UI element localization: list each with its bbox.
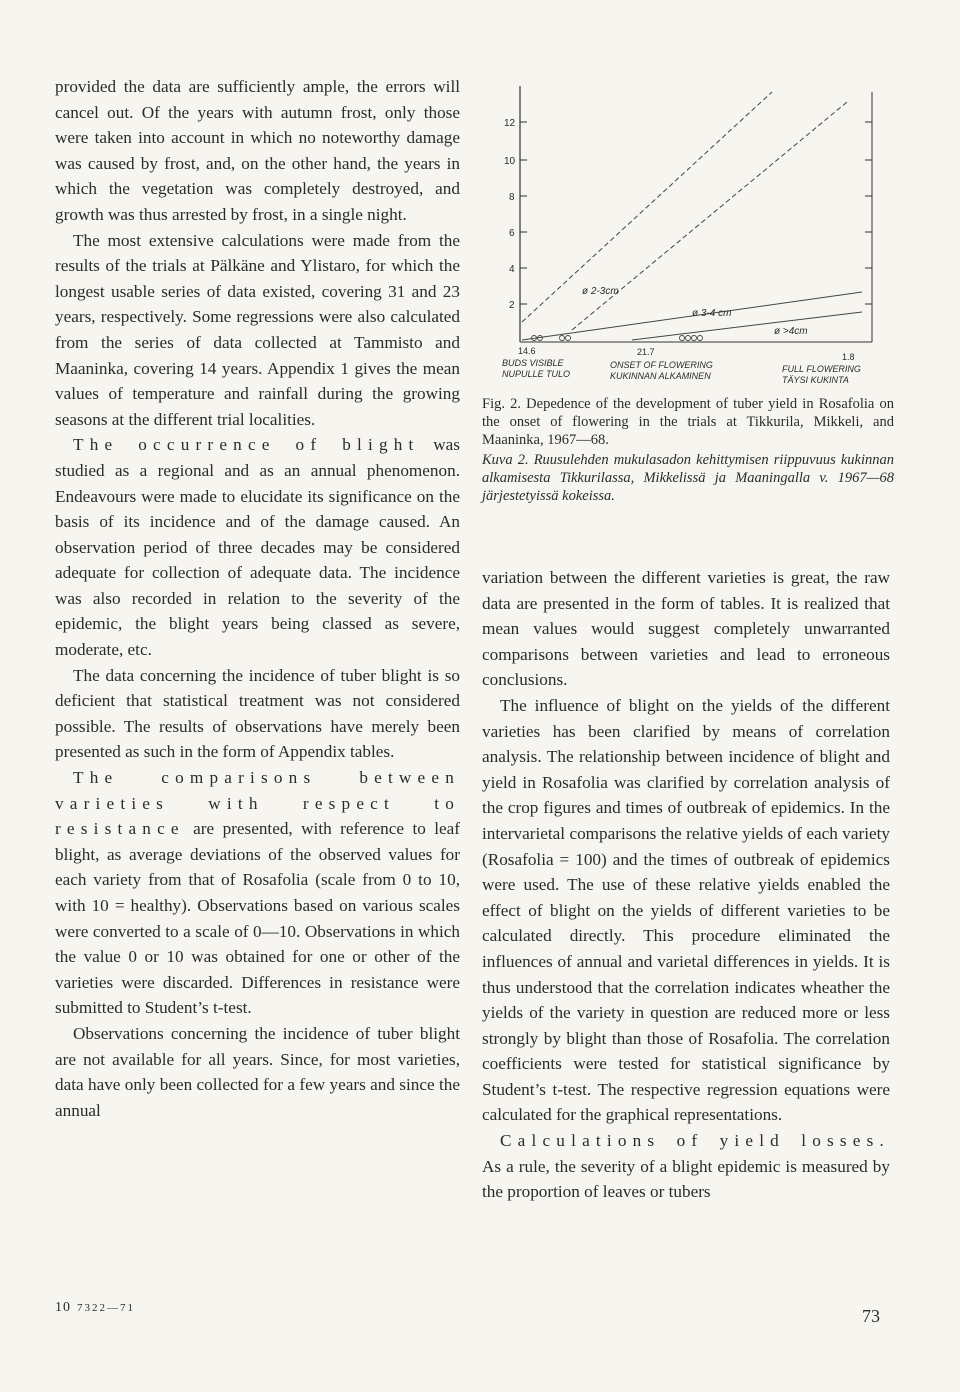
axis-label: FULL FLOWERING (782, 364, 861, 374)
right-column (482, 565, 890, 1205)
date-label: 1.8 (842, 352, 855, 362)
paragraph: The most extensive calculations were made from the results of the trials at Pälkäne and Ylistaro, for which the longest usable series of data existed, covering 31 and 23 years, respectively. Some regressions were also calculated from the series of data collected at Tammisto and Maaninka, covering 14 years. Appendix 1 gives the mean values of temperature and rainfall during the growing seasons at the different trial localities. (55, 230, 460, 429)
paragraph: The data concerning the incidence of tuber blight is so deficient that statistical treatment was not considered possible. The results of observations have merely been presented as such in the form of Appendix tables. (55, 665, 460, 762)
figure-2 (482, 72, 902, 392)
axis-label: ONSET OF FLOWERING (610, 360, 713, 370)
axis-label: KUKINNAN ALKAMINEN (610, 371, 711, 381)
signature-number: 10 (55, 1300, 71, 1315)
page-number: 73 (862, 1306, 880, 1326)
caption-english: Fig. 2. Depedence of the development of tuber yield in Rosafolia on the onset of flowering in the trials at Tikkurila, Mikkeli, and Maaninka, 1967—68. (482, 396, 894, 448)
curve-label: ø 3-4 cm (692, 308, 732, 319)
spaced-heading: Calculations of yield losses. (500, 1131, 890, 1151)
spaced-heading: The comparisons between varieties with respect to resistance (55, 768, 460, 839)
paragraph: The influence of blight on the yields of the different varieties has been clarified by means of correlation analysis. The relationship between incidence of blight and yield in Rosafolia was clarified by correlation analysis of the crop figures and times of outbreak of epidemics. In the intervarietal comparisons the relative yields of each variety (Rosafolia = 100) and the times of outbreak of epidemics were used. The use of these relative yields enabled the effect of blight on the yields of different varieties to be calculated directly. This procedure eliminated the influences of annual and varietal differences in yields. It is thus understood that the correlation indicates wheather the yields of the variety in question are reduced more or less strongly by blight than those of Rosafolia. The correlation coefficients were tested for statistical significance by Student’s t-test. The respective regression equations were calculated for the graphical representations. (482, 695, 890, 1125)
data-point (560, 336, 565, 341)
axis-label: BUDS VISIBLE (502, 358, 564, 368)
paragraph-text: As a rule, the severity of a blight epidemic is measured by the proportion of leaves or tubers (482, 1156, 890, 1202)
paragraph: Observations concerning the incidence of tuber blight are not available for all years. Since, for most varieties, data have only been collected for a few years and since the annual (55, 1023, 460, 1120)
date-label: 21.7 (637, 347, 655, 357)
axis-label: NUPULLE TULO (502, 369, 571, 379)
figure-chart (482, 72, 902, 392)
y-tick-label: 12 (504, 118, 516, 129)
left-column (55, 74, 460, 1123)
y-tick-label: 10 (504, 156, 516, 167)
footer-signature (55, 1300, 135, 1316)
axis-label: TÄYSI KUKINTA (782, 375, 849, 385)
paragraph-text: are presented, with reference to leaf blight, as average deviations of the observed values for each variety from that of Rosafolia (scale from 0 to 10, with 10 = healthy). Observations based on various scales were converted to a scale of 0—10. Observations in which the value 0 or 10 was obtained for one or other of the varieties were discarded. Differences in resistance were submitted to Student’s t-test. (55, 819, 460, 1018)
data-point (680, 336, 685, 341)
curve-label: ø >4cm (774, 326, 808, 337)
date-label: 14.6 (518, 346, 536, 356)
paragraph: provided the data are sufficiently ample, the errors will cancel out. Of the years with autumn frost, only those were taken into account in which no noteworthy damage was caused by frost, and, on the other hand, the years in which the vegetation was completely destroyed, and growth was thus arrested by frost, in a single night. (55, 77, 460, 224)
y-tick-label: 4 (509, 264, 515, 275)
caption-finnish: Kuva 2. Ruusulehden mukulasadon kehittymisen riippuvuus kukinnan alkamisesta Tikkurilassa, Mikkelissä ja Maaningalla v. 1967—68 järjestetyissä kokeissa. (482, 452, 894, 504)
data-point (686, 336, 691, 341)
data-point (566, 336, 571, 341)
curve-2-3cm (522, 92, 772, 322)
paragraph (55, 432, 460, 662)
data-point (692, 336, 697, 341)
y-tick-label: 8 (509, 192, 515, 203)
paragraph (55, 765, 460, 1021)
figure-caption (482, 395, 894, 507)
spaced-heading: The occurrence of blight (73, 435, 420, 455)
y-tick-label: 2 (509, 300, 515, 311)
curve-gt4cm-b (632, 312, 862, 340)
paragraph-text: was studied as a regional and as an annual phenomenon. Endeavours were made to elucidate its significance on the basis of its incidence and of the damage caused. An observation period of three decades may be considered adequate for collection of adequate data. The incidence was also recorded in relation to the severity of the epidemic, the blight years being classed as severe, moderate, etc. (55, 435, 460, 660)
paragraph (482, 1128, 890, 1205)
y-tick-label: 6 (509, 228, 515, 239)
data-point (698, 336, 703, 341)
paragraph: variation between the different varieties is great, the raw data are presented in the form of tables. It is realized that mean values would suggest completely unwarranted comparisons between varieties and lead to erroneous conclusions. (482, 568, 890, 690)
print-code: 7322—71 (77, 1302, 135, 1314)
curve-label: ø 2-3cm (582, 286, 619, 297)
